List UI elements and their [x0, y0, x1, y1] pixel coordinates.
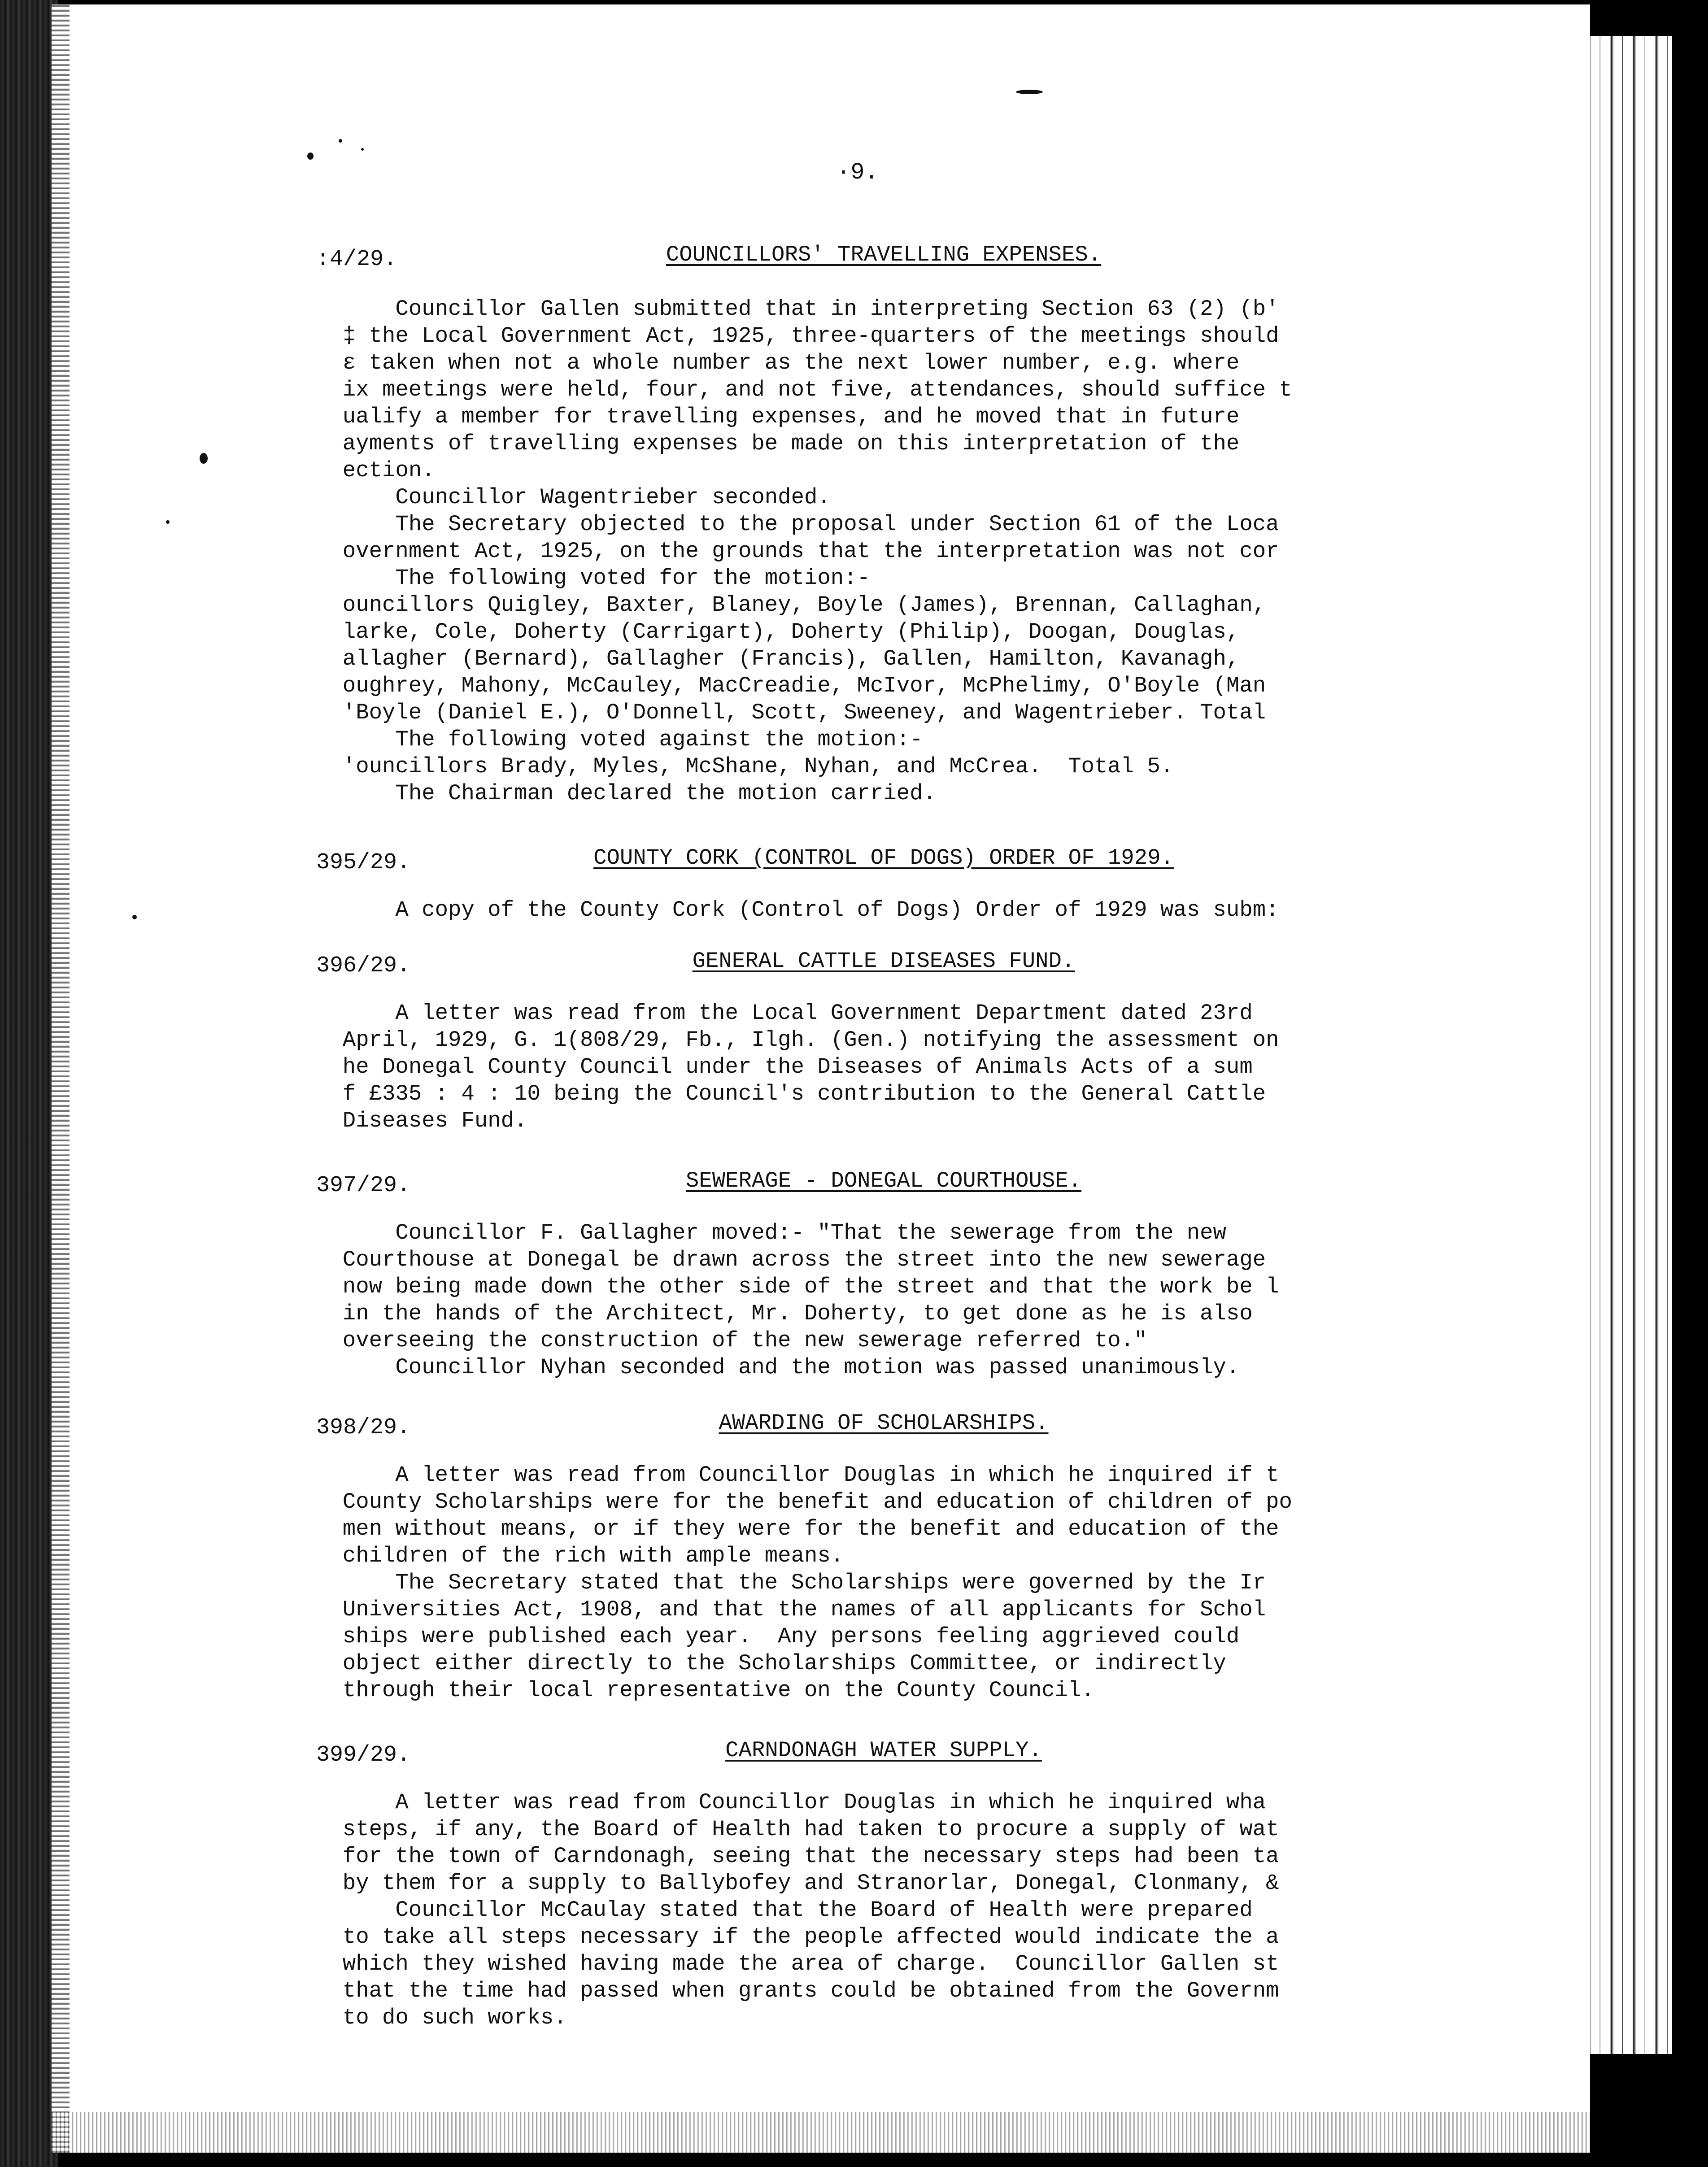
- text-line: The following voted against the motion:-: [316, 727, 923, 752]
- text-line: men without means, or if they were for the benefit and education of the: [316, 1516, 1279, 1541]
- text-line: A copy of the County Cork (Control of Dogs) Order of 1929 was subm:: [316, 897, 1279, 922]
- text-line: ouncillors Quigley, Baxter, Blaney, Boyle (James), Brennan, Callaghan,: [316, 592, 1266, 618]
- minute-number: 396/29.: [316, 953, 411, 979]
- minute-number: 395/29.: [316, 850, 411, 875]
- text-line: County Scholarships were for the benefit and education of children of po: [316, 1489, 1292, 1514]
- text-line: ix meetings were held, four, and not five, attendances, should suffice t: [316, 377, 1292, 402]
- minute-number: :4/29.: [316, 247, 397, 272]
- text-line: through their local representative on the County Council.: [316, 1678, 1094, 1703]
- text-line: The Chairman declared the motion carried.: [316, 781, 937, 806]
- text-line: Councillor Nyhan seconded and the motion was passed unanimously.: [316, 1355, 1240, 1380]
- text-line: 'Boyle (Daniel E.), O'Donnell, Scott, Sweeney, and Wagentrieber. Total: [316, 700, 1266, 725]
- text-line: by them for a supply to Ballybofey and Stranorlar, Donegal, Clonmany, &: [316, 1871, 1279, 1896]
- text-line: to do such works.: [316, 2005, 567, 2030]
- section-heading: SEWERAGE - DONEGAL COURTHOUSE.: [685, 1168, 1082, 1193]
- text-line: Universities Act, 1908, and that the names of all applicants for Schol: [316, 1597, 1266, 1622]
- document-page: [52, 4, 1590, 2153]
- text-line: ection.: [316, 458, 435, 483]
- text-line: overnment Act, 1925, on the grounds that the interpretation was not cor: [316, 539, 1279, 564]
- text-line: ‡ the Local Government Act, 1925, three-quarters of the meetings should: [316, 323, 1279, 348]
- text-line: The following voted for the motion:-: [316, 566, 871, 591]
- text-line: to take all steps necessary if the people affected would indicate the a: [316, 1924, 1279, 1949]
- text-line: larke, Cole, Doherty (Carrigart), Doherty (Philip), Doogan, Douglas,: [316, 619, 1240, 644]
- page-number: ·9.: [837, 159, 879, 186]
- scanner-left-border: [0, 0, 58, 2167]
- scan-speck: [339, 139, 342, 143]
- section-heading: GENERAL CATTLE DISEASES FUND.: [692, 949, 1075, 974]
- minute-number: 399/29.: [316, 1742, 411, 1768]
- scan-speck: [166, 520, 170, 524]
- text-line: Councillor F. Gallagher moved:- "That the sewerage from the new: [316, 1220, 1226, 1245]
- scan-speck: [132, 915, 137, 919]
- text-line: he Donegal County Council under the Diseases of Animals Acts of a sum: [316, 1054, 1253, 1079]
- text-line: The Secretary objected to the proposal under Section 61 of the Loca: [316, 512, 1279, 537]
- text-line: 'ouncillors Brady, Myles, McShane, Nyhan, and McCrea. Total 5.: [316, 754, 1174, 779]
- text-line: ships were published each year. Any persons feeling aggrieved could: [316, 1624, 1240, 1649]
- section-heading: CARNDONAGH WATER SUPPLY.: [725, 1738, 1042, 1763]
- scan-speck: [200, 453, 208, 464]
- text-line: ualify a member for travelling expenses, and he moved that in future: [316, 404, 1240, 429]
- text-line: steps, if any, the Board of Health had taken to procure a supply of wat: [316, 1817, 1279, 1842]
- text-line: The Secretary stated that the Scholarships were governed by the Ir: [316, 1570, 1266, 1595]
- text-line: A letter was read from the Local Government Department dated 23rd: [316, 1001, 1253, 1026]
- text-line: which they wished having made the area of charge. Councillor Gallen st: [316, 1951, 1279, 1976]
- text-line: A letter was read from Councillor Douglas in which he inquired if t: [316, 1462, 1279, 1488]
- text-line: ayments of travelling expenses be made on this interpretation of the: [316, 431, 1240, 456]
- minute-number: 397/29.: [316, 1173, 411, 1198]
- text-line: in the hands of the Architect, Mr. Doherty, to get done as he is also: [316, 1301, 1253, 1326]
- text-line: for the town of Carndonagh, seeing that the necessary steps had been ta: [316, 1844, 1279, 1869]
- text-line: object either directly to the Scholarships Committee, or indirectly: [316, 1651, 1226, 1676]
- scan-speck: [1016, 90, 1043, 94]
- text-line: Councillor Wagentrieber seconded.: [316, 485, 831, 510]
- section-heading: COUNCILLORS' TRAVELLING EXPENSES.: [666, 242, 1102, 267]
- text-line: oughrey, Mahony, McCauley, MacCreadie, McIvor, McPhelimy, O'Boyle (Man: [316, 673, 1266, 698]
- text-line: Courthouse at Donegal be drawn across the street into the new sewerage: [316, 1247, 1266, 1272]
- text-line: overseeing the construction of the new sewerage referred to.": [316, 1328, 1147, 1353]
- text-line: children of the rich with ample means.: [316, 1543, 844, 1568]
- text-line: that the time had passed when grants could be obtained from the Governm: [316, 1978, 1279, 2003]
- text-line: Councillor Gallen submitted that in interpreting Section 63 (2) (b': [316, 296, 1279, 322]
- text-line: April, 1929, G. 1(808/29, Fb., Ilgh. (Gen.) notifying the assessment on: [316, 1027, 1279, 1053]
- text-line: allagher (Bernard), Gallagher (Francis), Gallen, Hamilton, Kavanagh,: [316, 646, 1240, 671]
- scan-speck: [361, 148, 364, 151]
- scan-speck: [307, 152, 314, 160]
- section-heading: COUNTY CORK (CONTROL OF DOGS) ORDER OF 1929.: [593, 845, 1174, 870]
- text-line: Councillor McCaulay stated that the Board of Health were prepared: [316, 1897, 1253, 1923]
- text-line: now being made down the other side of the street and that the work be l: [316, 1274, 1279, 1299]
- minute-number: 398/29.: [316, 1415, 411, 1440]
- text-line: A letter was read from Councillor Douglas in which he inquired wha: [316, 1790, 1266, 1815]
- text-line: f £335 : 4 : 10 being the Council's contribution to the General Cattle: [316, 1081, 1266, 1106]
- section-heading: AWARDING OF SCHOLARSHIPS.: [719, 1410, 1049, 1436]
- text-line: Diseases Fund.: [316, 1108, 527, 1133]
- text-line: ε taken when not a whole number as the next lower number, e.g. where: [316, 350, 1240, 375]
